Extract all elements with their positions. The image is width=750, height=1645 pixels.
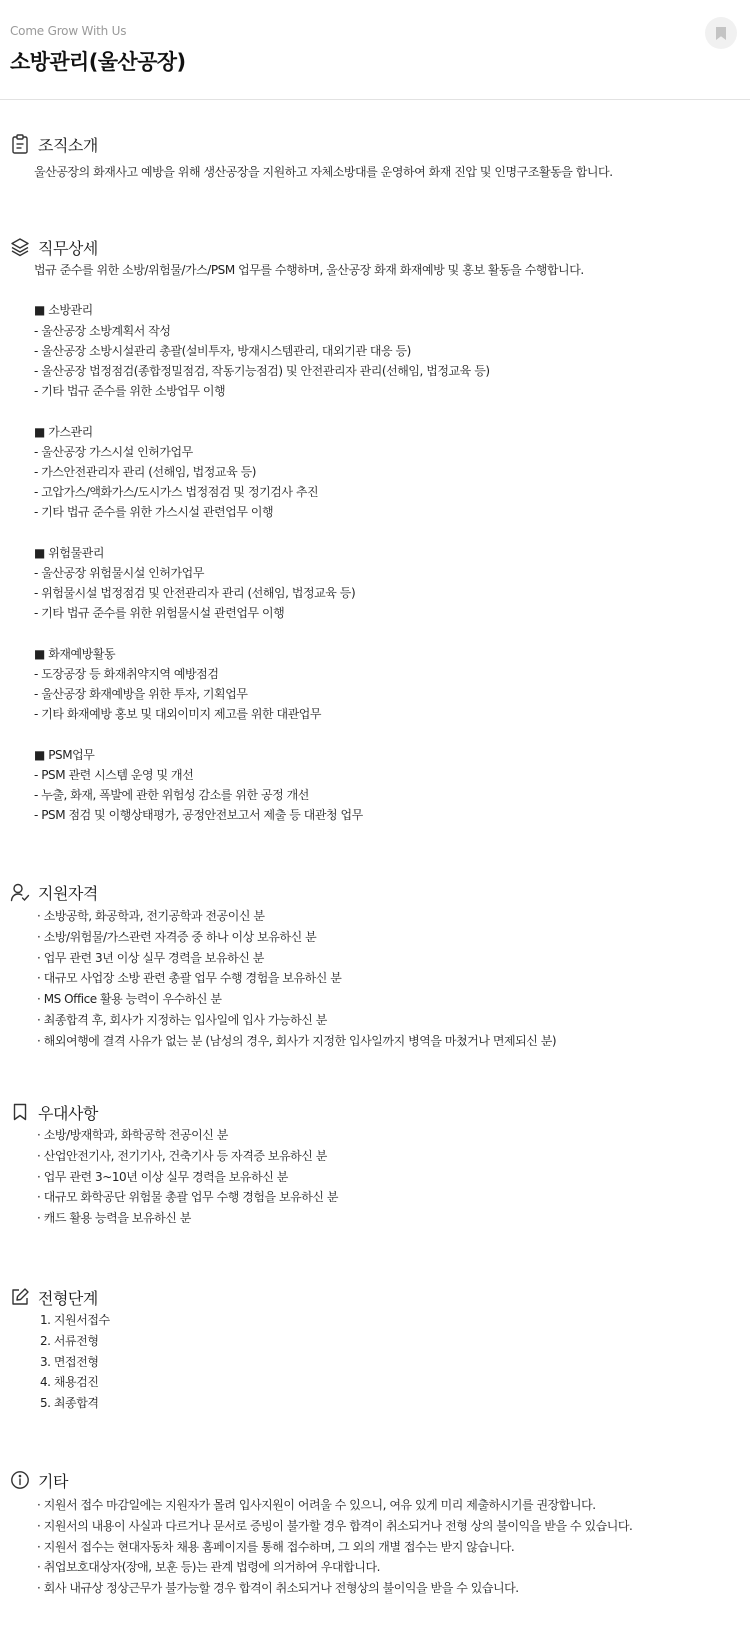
process-step: 5. 최종합격	[40, 1396, 99, 1411]
duty-line: - 고압가스/액화가스/도시가스 법정점검 및 정기검사 추진	[34, 485, 319, 500]
duty-line: - PSM 점검 및 이행상태평가, 공정안전보고서 제출 등 대관청 업무	[34, 808, 363, 823]
blank-line	[34, 725, 584, 745]
list-item: · MS Office 활용 능력이 우수하신 분	[37, 989, 556, 1010]
preferences-list	[37, 1125, 338, 1229]
list-item: · 최종합격 후, 회사가 지정하는 입사일에 입사 가능하신 분	[37, 1010, 556, 1031]
list-item: · 소방/방재학과, 화학공학 전공이신 분	[37, 1125, 338, 1146]
duty-line: - 누출, 화재, 폭발에 관한 위험성 감소를 위한 공정 개선	[34, 788, 309, 803]
list-item: · 지원서 접수 마감일에는 지원자가 몰려 입사지원이 어려울 수 있으니, 여유 있게 미리 제출하시기를 권장합니다.	[37, 1495, 632, 1516]
list-item: · 업무 관련 3~10년 이상 실무 경력을 보유하신 분	[37, 1167, 338, 1188]
intro-text: 울산공장의 화재사고 예방을 위해 생산공장을 지원하고 자체소방대를 운영하여 화재 진압 및 인명구조활동을 합니다.	[34, 165, 613, 179]
list-item: · 소방공학, 화공학과, 전기공학과 전공이신 분	[37, 906, 556, 927]
blank-line	[34, 523, 584, 543]
edit-icon	[10, 1287, 30, 1307]
section-title: 전형단계	[38, 1288, 98, 1308]
list-item: · 해외여행에 결격 사유가 없는 분 (남성의 경우, 회사가 지정한 입사일까지 병역을 마쳤거나 면제되신 분)	[37, 1031, 556, 1052]
section-heading	[10, 880, 98, 904]
process-step: 2. 서류전형	[40, 1333, 99, 1348]
section-heading	[10, 1100, 98, 1124]
duty-line: - 울산공장 소방시설관리 총괄(설비투자, 방재시스템관리, 대외기관 대응 등)	[34, 343, 411, 358]
duty-line: ■ 위험물관리	[34, 545, 104, 560]
list-item: · 소방/위험물/가스관련 자격증 중 하나 이상 보유하신 분	[37, 927, 556, 948]
duty-line: ■ 소방관리	[34, 303, 93, 318]
list-item: · 대규모 사업장 소방 관련 총괄 업무 수행 경험을 보유하신 분	[37, 968, 556, 989]
duty-line: - 울산공장 소방계획서 작성	[34, 323, 171, 338]
list-item: · 대규모 화학공단 위험물 총괄 업무 수행 경험을 보유하신 분	[37, 1187, 338, 1208]
page-title: 소방관리(울산공장)	[10, 50, 186, 74]
section-heading	[10, 1468, 68, 1492]
duty-line: - PSM 관련 시스템 운영 및 개선	[34, 768, 194, 782]
duty-line: ■ 화재예방활동	[34, 646, 116, 661]
blank-line	[34, 401, 584, 421]
section-title: 직무상세	[38, 238, 98, 258]
section-title: 우대사항	[38, 1103, 98, 1123]
etc-list	[37, 1495, 632, 1599]
section-heading	[10, 235, 98, 259]
section-title: 지원자격	[38, 883, 98, 903]
page-subtitle: Come Grow With Us	[10, 24, 127, 38]
duty-line: - 기타 법규 준수를 위한 가스시설 관련업무 이행	[34, 505, 274, 520]
process-step: 1. 지원서접수	[40, 1313, 110, 1327]
bookmark-outline-icon	[10, 1102, 30, 1122]
list-item: · 지원서 접수는 현대자동차 채용 홈페이지를 통해 접수하며, 그 외의 개별 접수는 받지 않습니다.	[37, 1537, 632, 1558]
layers-icon	[10, 237, 30, 257]
duty-line: - 기타 법규 준수를 위한 소방업무 이행	[34, 384, 226, 399]
list-item: · 취업보호대상자(장애, 보훈 등)는 관계 법령에 의거하여 우대합니다.	[37, 1557, 632, 1578]
bookmark-button[interactable]	[705, 17, 737, 49]
list-item: · 업무 관련 3년 이상 실무 경력을 보유하신 분	[37, 948, 556, 969]
duty-line: - 도장공장 등 화재취약지역 예방점검	[34, 667, 219, 681]
user-check-icon	[10, 882, 30, 902]
section-heading	[10, 1285, 98, 1309]
blank-line	[34, 624, 584, 644]
section-title: 기타	[38, 1471, 68, 1491]
list-item: · 산업안전기사, 전기기사, 건축기사 등 자격증 보유하신 분	[37, 1146, 338, 1167]
duty-line: 법규 준수를 위한 소방/위험물/가스/PSM 업무를 수행하며, 울산공장 화재 화재예방 및 홍보 활동을 수행합니다.	[34, 263, 584, 277]
clipboard-icon	[10, 134, 30, 154]
duty-line: ■ PSM업무	[34, 747, 95, 762]
duty-line: - 기타 화재예방 홍보 및 대외이미지 제고를 위한 대관업무	[34, 707, 322, 722]
info-icon	[10, 1470, 30, 1490]
list-item: · 캐드 활용 능력을 보유하신 분	[37, 1208, 338, 1229]
page-header	[0, 0, 750, 100]
duty-line: - 가스안전관리자 관리 (선해임, 법정교육 등)	[34, 465, 256, 479]
duty-line: - 울산공장 법정점검(종합정밀점검, 작동기능점검) 및 안전관리자 관리(선해임, 법정교육 등)	[34, 364, 490, 378]
process-step: 3. 면접전형	[40, 1354, 99, 1369]
duties-list	[34, 260, 584, 826]
list-item: · 회사 내규상 정상근무가 불가능할 경우 합격이 취소되거나 전형상의 불이익을 받을 수 있습니다.	[37, 1578, 632, 1599]
duty-line: - 위험물시설 법정점검 및 안전관리자 관리 (선해임, 법정교육 등)	[34, 586, 356, 601]
duty-line: - 울산공장 가스시설 인허가업무	[34, 444, 193, 459]
section-heading	[10, 132, 98, 156]
list-item: · 지원서의 내용이 사실과 다르거나 문서로 증빙이 불가할 경우 합격이 취소되거나 전형 상의 불이익을 받을 수 있습니다.	[37, 1516, 632, 1537]
duty-line: ■ 가스관리	[34, 424, 93, 439]
duty-line: - 기타 법규 준수를 위한 위험물시설 관련업무 이행	[34, 606, 285, 621]
blank-line	[34, 280, 584, 300]
bookmark-icon	[716, 27, 726, 40]
process-steps	[40, 1310, 110, 1414]
process-step: 4. 채용검진	[40, 1375, 99, 1390]
qualifications-list	[37, 906, 556, 1052]
section-title: 조직소개	[38, 135, 98, 155]
duty-line: - 울산공장 위험물시설 인허가업무	[34, 566, 204, 580]
duty-line: - 울산공장 화재예방을 위한 투자, 기획업무	[34, 687, 248, 702]
